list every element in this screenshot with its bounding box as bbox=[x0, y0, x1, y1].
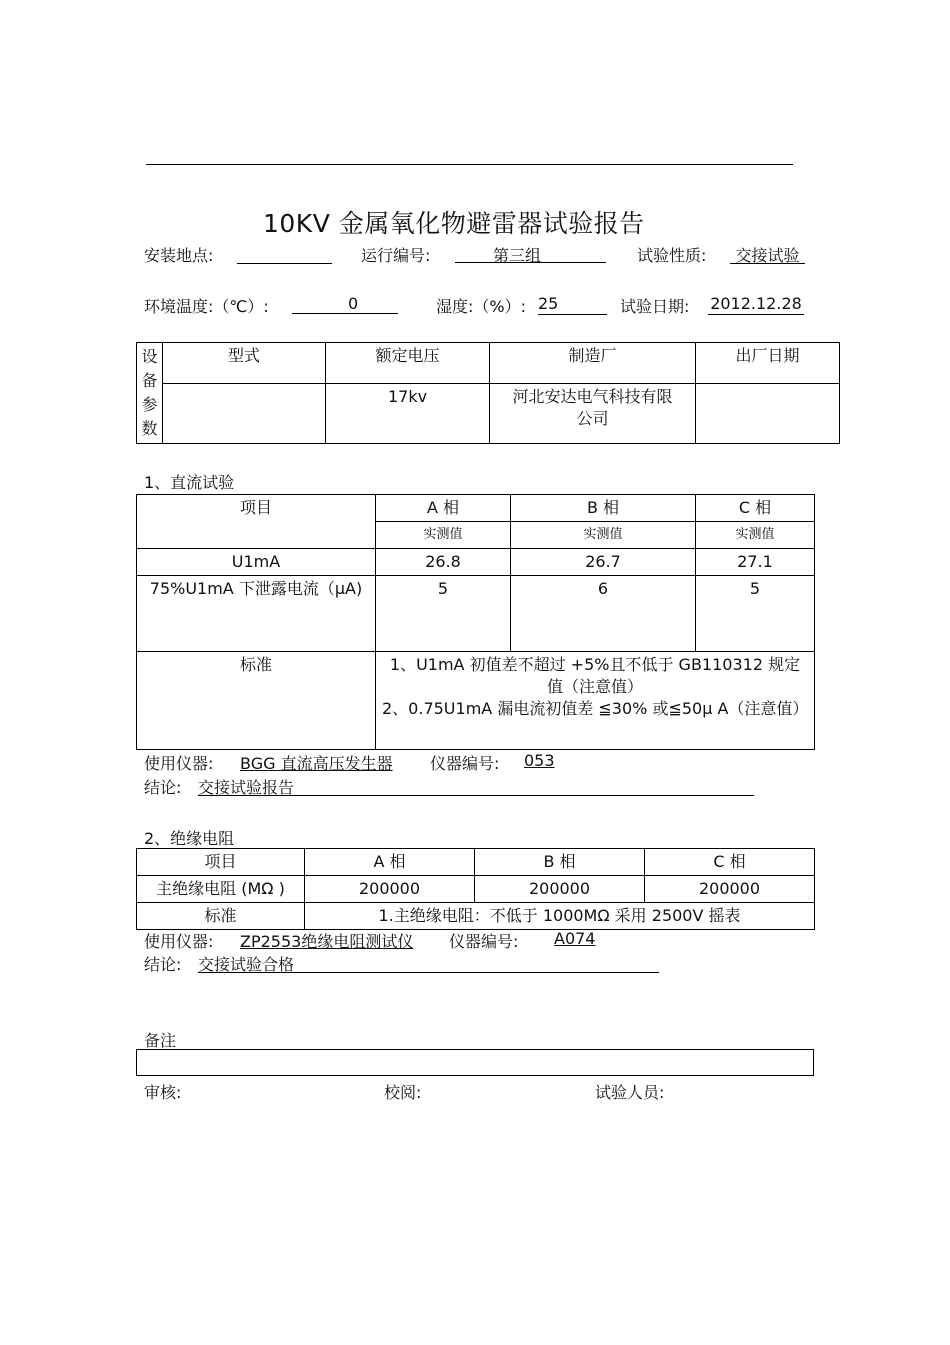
humidity-label: 湿度:（%）: bbox=[436, 297, 526, 316]
dc-row-u1ma-label: U1mA bbox=[137, 549, 376, 576]
dc-phase-c: C 相 bbox=[696, 495, 815, 522]
dc-instrument-no-value: 053 bbox=[524, 751, 555, 770]
dc-row-u1ma-c: 27.1 bbox=[696, 549, 815, 576]
ins-value-b: 200000 bbox=[475, 876, 645, 903]
dc-conclusion-value: 交接试验报告 bbox=[198, 775, 754, 796]
dc-row-u1ma-a: 26.8 bbox=[376, 549, 511, 576]
insulation-table bbox=[136, 848, 815, 930]
factory-date-value bbox=[696, 384, 840, 444]
dc-instrument-label: 使用仪器: bbox=[144, 754, 214, 773]
ins-instrument-no-value: A074 bbox=[554, 929, 596, 948]
proofreader-label: 校阅: bbox=[384, 1083, 422, 1102]
ins-value-a: 200000 bbox=[305, 876, 475, 903]
dc-standard-label: 标准 bbox=[137, 652, 376, 750]
ins-row-label: 主绝缘电阻 (MΩ ) bbox=[137, 876, 305, 903]
dc-sub-c: 实测值 bbox=[696, 522, 815, 549]
run-number-value: 第三组 bbox=[455, 243, 606, 263]
dc-phase-b: B 相 bbox=[511, 495, 696, 522]
install-location-value bbox=[237, 243, 332, 264]
header-rated-voltage: 额定电压 bbox=[326, 343, 490, 384]
ins-conclusion-value: 交接试验合格 bbox=[198, 952, 659, 973]
equipment-side-label: 设 备 参 数 bbox=[137, 343, 163, 444]
dc-row-u1ma-b: 26.7 bbox=[511, 549, 696, 576]
ins-phase-b: B 相 bbox=[475, 849, 645, 876]
dc-instrument-no-label: 仪器编号: bbox=[430, 754, 500, 773]
ins-instrument-label: 使用仪器: bbox=[144, 932, 214, 951]
dc-row-leak-label: 75%U1mA 下泄露电流（μA) bbox=[137, 576, 376, 652]
ins-instrument-no-label: 仪器编号: bbox=[449, 932, 519, 951]
ins-instrument-value: ZP2553绝缘电阻测试仪 bbox=[240, 932, 414, 951]
manufacturer-value: 河北安达电气科技有限公司 bbox=[490, 384, 696, 444]
dc-instrument-value: BGG 直流高压发生器 bbox=[240, 754, 393, 773]
ins-standard-label: 标准 bbox=[137, 903, 305, 930]
dc-standard-line-1: 1、U1mA 初值差不超过 +5%且不低于 GB110312 规定值（注意值） bbox=[389, 655, 801, 696]
header-factory-date: 出厂日期 bbox=[696, 343, 840, 384]
insulation-section-title: 2、绝缘电阻 bbox=[144, 829, 235, 848]
ins-value-c: 200000 bbox=[645, 876, 815, 903]
reviewer-label: 审核: bbox=[144, 1083, 182, 1102]
dc-standard-text bbox=[376, 652, 815, 750]
ins-standard-text: 1.主绝缘电阻：不低于 1000MΩ 采用 2500V 摇表 bbox=[305, 903, 815, 930]
rated-voltage-value: 17kv bbox=[326, 384, 490, 444]
dc-sub-a: 实测值 bbox=[376, 522, 511, 549]
dc-standard-line-2: 2、0.75U1mA 漏电流初值差 ≦30% 或≦50μ A（注意值） bbox=[382, 699, 809, 718]
install-location-label: 安装地点: bbox=[144, 246, 214, 265]
dc-row-leak-b: 6 bbox=[511, 576, 696, 652]
ambient-temp-label: 环境温度:（℃）: bbox=[144, 297, 269, 316]
model-value bbox=[163, 384, 326, 444]
ins-conclusion-label: 结论: bbox=[144, 955, 182, 974]
header-rule bbox=[146, 164, 793, 165]
equipment-table bbox=[136, 342, 840, 444]
ins-phase-c: C 相 bbox=[645, 849, 815, 876]
test-nature-label: 试验性质: bbox=[637, 246, 707, 265]
ins-col-item: 项目 bbox=[137, 849, 305, 876]
test-date-label: 试验日期: bbox=[620, 297, 690, 316]
dc-test-table bbox=[136, 494, 815, 750]
report-title: 10KV 金属氧化物避雷器试验报告 bbox=[263, 209, 645, 238]
header-manufacturer: 制造厂 bbox=[490, 343, 696, 384]
dc-phase-a: A 相 bbox=[376, 495, 511, 522]
humidity-value: 25 bbox=[538, 294, 607, 315]
tester-label: 试验人员: bbox=[595, 1083, 665, 1102]
run-number-label: 运行编号: bbox=[361, 246, 431, 265]
dc-conclusion-label: 结论: bbox=[144, 778, 182, 797]
ambient-temp-value: 0 bbox=[292, 294, 398, 314]
test-date-value: 2012.12.28 bbox=[708, 294, 804, 315]
dc-col-item: 项目 bbox=[137, 495, 376, 549]
dc-row-leak-a: 5 bbox=[376, 576, 511, 652]
remarks-label: 备注 bbox=[144, 1031, 177, 1050]
dc-sub-b: 实测值 bbox=[511, 522, 696, 549]
header-model: 型式 bbox=[163, 343, 326, 384]
remarks-box bbox=[136, 1049, 814, 1076]
test-nature-value: 交接试验 bbox=[730, 243, 805, 264]
dc-test-section-title: 1、直流试验 bbox=[144, 473, 235, 492]
dc-row-leak-c: 5 bbox=[696, 576, 815, 652]
ins-phase-a: A 相 bbox=[305, 849, 475, 876]
